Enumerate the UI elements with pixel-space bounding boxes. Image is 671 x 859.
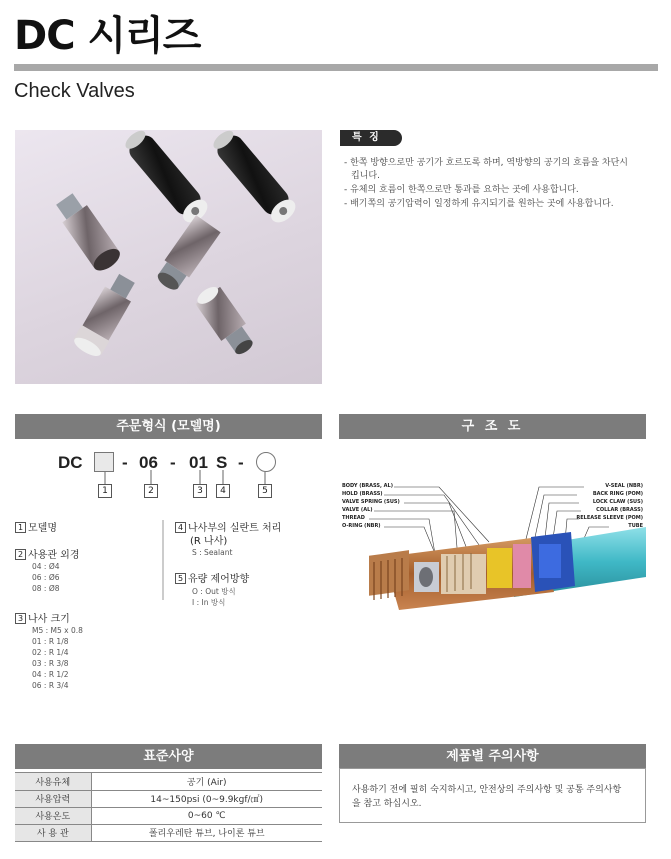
model-sep-1: -	[122, 453, 128, 472]
code-number-2: 2	[144, 484, 158, 498]
model-sep-3: -	[238, 453, 244, 472]
group-5-title: 5 유량 제어방향	[175, 570, 249, 585]
label-v-seal: V-SEAL (NBR)	[605, 483, 643, 489]
model-sep-2: -	[170, 453, 176, 472]
code-number-3: 3	[193, 484, 207, 498]
group-4-items: S : Sealant	[192, 548, 233, 557]
table-row: 사용압력 14~150psi (0~9.9kgf/㎠)	[15, 790, 322, 807]
label-o-ring: O-RING (NBR)	[342, 523, 381, 529]
group-4-title: 4 나사부의 실란트 처리	[175, 519, 281, 534]
group-1-title: 1 모델명	[15, 519, 57, 534]
label-body: BODY (BRASS, AL)	[342, 483, 393, 489]
model-size: 06	[139, 453, 158, 472]
label-tube: TUBE	[628, 523, 643, 529]
group-5-items: O : Out 방식 I : In 방식	[192, 587, 236, 607]
table-row: 사 용 관 폴리우레탄 튜브, 나이론 튜브	[15, 824, 322, 841]
specs-table	[15, 772, 322, 842]
group-2-title: 2 사용관 외경	[15, 546, 79, 561]
caution-heading: 제품별 주의사항	[339, 744, 646, 769]
caution-text-line-1: 사용하기 전에 필히 숙지하시고, 안전상의 주의사항 및 공통 주의사항	[352, 785, 622, 795]
model-sealant: S	[216, 453, 228, 472]
group-3-title: 3 나사 크기	[15, 610, 70, 625]
structure-heading: 구 조 도	[339, 414, 646, 439]
features-badge: 특 징	[340, 130, 402, 146]
group-4-subtitle: (R 나사)	[190, 536, 228, 547]
model-prefix: DC	[58, 453, 83, 472]
feature-line-2: - 유체의 흐름이 한쪽으로만 통과를 요하는 곳에 사용합니다.	[344, 185, 579, 195]
label-collar: COLLAR (BRASS)	[596, 507, 643, 513]
label-lock-claw: LOCK CLAW (SUS)	[592, 499, 643, 505]
page-subtitle: Check Valves	[14, 80, 135, 102]
caution-text-line-2: 을 참고 하십시오.	[352, 799, 422, 809]
order-heading: 주문형식 (모델명)	[15, 414, 322, 439]
specs-heading: 표준사양	[15, 744, 322, 769]
group-3-items: M5 : M5 x 0.8 01 : R 1/8 02 : R 1/4 03 : R 3/8 04 : R 1/2 06 : R 3/4	[32, 626, 83, 690]
table-row: 사용유체 공기 (Air)	[15, 773, 322, 790]
label-valve-spring: VALVE SPRING (SUS)	[342, 499, 400, 505]
model-thread: 01	[189, 453, 208, 472]
table-row: 사용온도 0~60 ℃	[15, 807, 322, 824]
group-2-items: 04 : Ø4 06 : Ø6 08 : Ø8	[32, 562, 60, 593]
page-title: DC 시리즈	[14, 13, 201, 59]
structure-diagram	[339, 482, 646, 617]
label-back-ring: BACK RING (POM)	[592, 491, 643, 497]
label-thread: THREAD	[342, 515, 365, 521]
code-number-1: 1	[98, 484, 112, 498]
label-valve: VALVE (AL)	[342, 507, 373, 513]
code-number-4: 4	[216, 484, 230, 498]
label-hold: HOLD (BRASS)	[342, 491, 383, 497]
label-release-sleeve: RELEASE SLEEVE (POM)	[576, 515, 643, 521]
feature-line-3: - 배기쪽의 공기압력이 일정하게 유지되기를 원하는 곳에 사용합니다.	[344, 199, 614, 209]
code-number-5: 5	[258, 484, 272, 498]
caution-box	[339, 768, 646, 823]
feature-line-1: - 한쪽 방향으로만 공기가 흐르도록 하며, 역방향의 공기의 흐름을 차단시	[344, 158, 628, 168]
feature-line-1-cont: 킵니다.	[351, 171, 380, 181]
